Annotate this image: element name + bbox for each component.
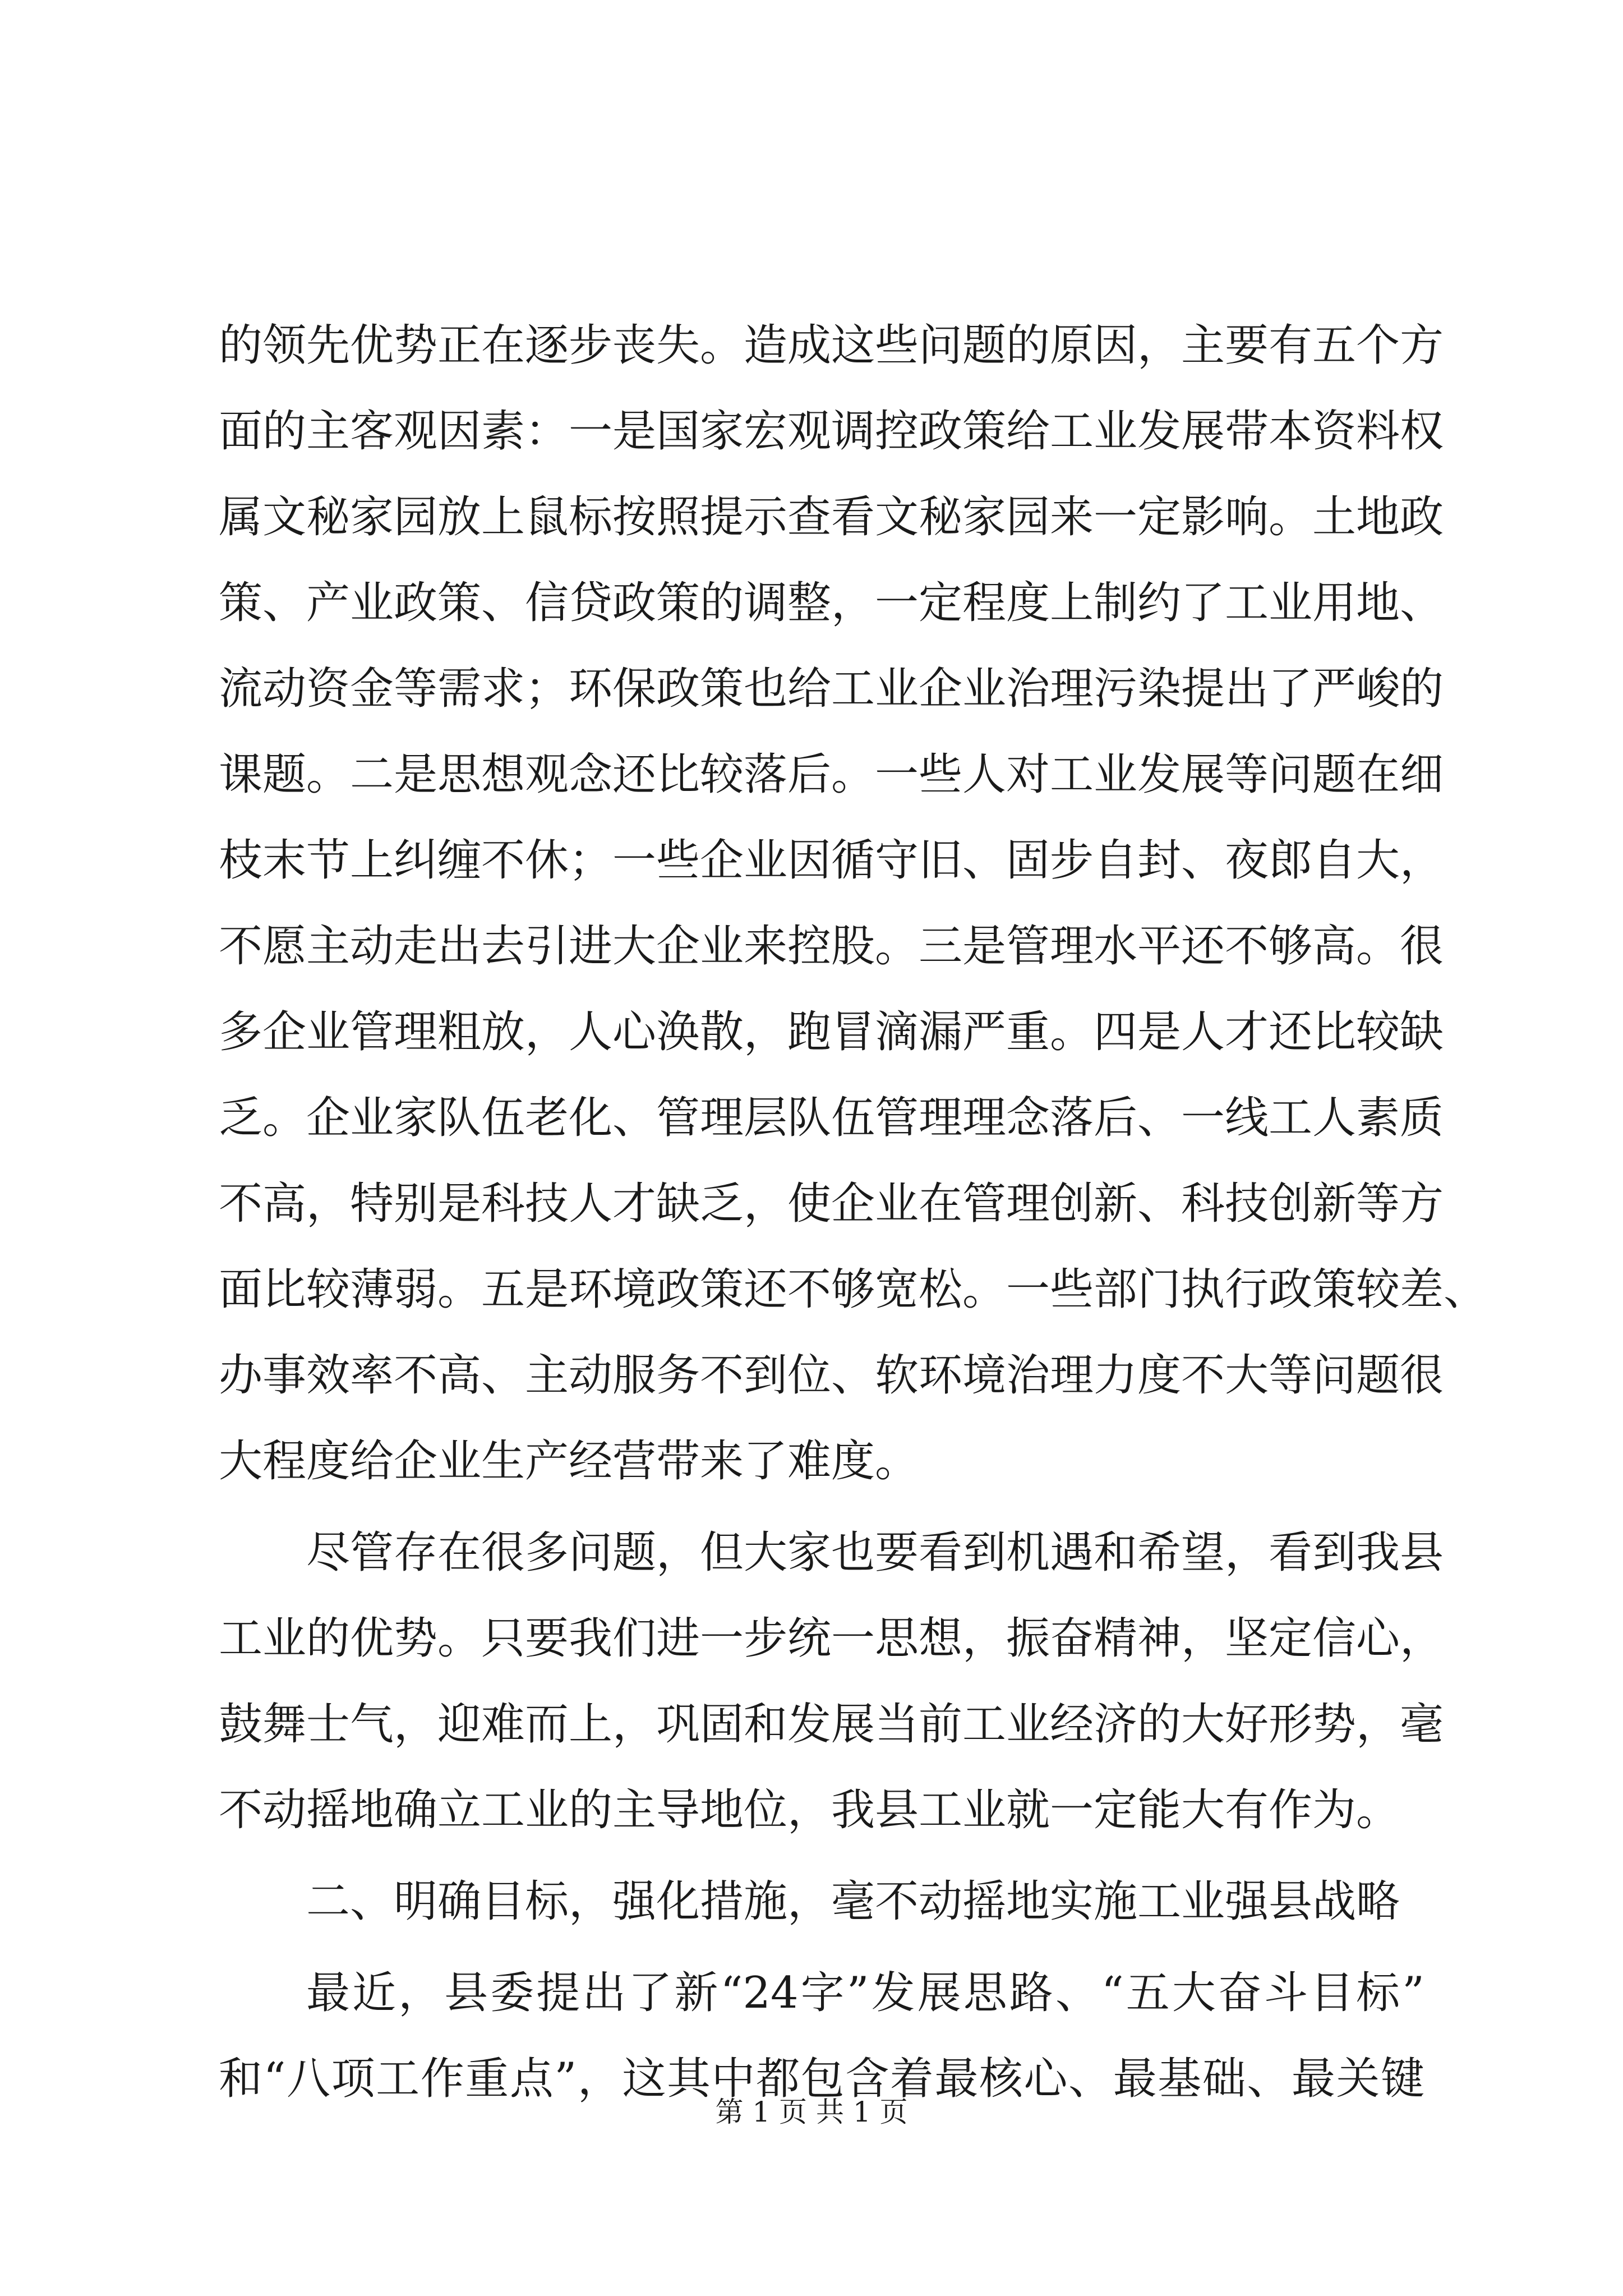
document-body xyxy=(219,303,1488,2122)
text-line: 枝末节上纠缠不休；一些企业因循守旧、固步自封、夜郎自大， xyxy=(219,835,1444,886)
text-line: 课题。二是思想观念还比较落后。一些人对工业发展等问题在细 xyxy=(219,749,1444,800)
text-line: 最近，县委提出了新“24字”发展思路、“五大奋斗目标” xyxy=(306,1968,1424,2018)
text-line: 工业的优势。只要我们进一步统一思想，振奋精神，坚定信心， xyxy=(219,1613,1444,1664)
text-line: 的领先优势正在逐步丧失。造成这些问题的原因，主要有五个方 xyxy=(219,320,1444,371)
text-line: 尽管存在很多问题，但大家也要看到机遇和希望，看到我县 xyxy=(306,1527,1444,1578)
page-number-label: 第 1 页 共 1 页 xyxy=(715,2096,908,2128)
text-line: 不高，特别是科技人才缺乏，使企业在管理创新、科技创新等方 xyxy=(219,1179,1444,1229)
text-line: 面比较薄弱。五是环境政策还不够宽松。一些部门执行政策较差、 xyxy=(219,1264,1488,1315)
text-line: 乏。企业家队伍老化、管理层队伍管理理念落后、一线工人素质 xyxy=(219,1093,1444,1143)
text-line: 和“八项工作重点”，这其中都包含着最核心、最基础、最关键 xyxy=(219,2054,1424,2104)
text-line: 办事效率不高、主动服务不到位、软环境治理力度不大等问题很 xyxy=(219,1350,1444,1401)
text-line: 属文秘家园放上鼠标按照提示查看文秘家园来一定影响。土地政 xyxy=(219,492,1444,542)
text-line: 面的主客观因素：一是国家宏观调控政策给工业发展带本资料权 xyxy=(219,406,1444,457)
text-line: 不动摇地确立工业的主导地位，我县工业就一定能大有作为。 xyxy=(219,1785,1400,1835)
text-line: 鼓舞士气，迎难而上，巩固和发展当前工业经济的大好形势，毫 xyxy=(219,1699,1444,1750)
text-line: 策、产业政策、信贷政策的调整，一定程度上制约了工业用地、 xyxy=(219,578,1444,628)
text-line: 流动资金等需求；环保政策也给工业企业治理污染提出了严峻的 xyxy=(219,664,1444,714)
text-line: 不愿主动走出去引进大企业来控股。三是管理水平还不够高。很 xyxy=(219,921,1444,972)
section-heading: 二、明确目标，强化措施，毫不动摇地实施工业强县战略 xyxy=(306,1876,1400,1927)
text-line: 多企业管理粗放，人心涣散，跑冒滴漏严重。四是人才还比较缺 xyxy=(219,1007,1444,1057)
text-line: 大程度给企业生产经营带来了难度。 xyxy=(219,1436,919,1487)
page-footer xyxy=(0,2092,1623,2132)
